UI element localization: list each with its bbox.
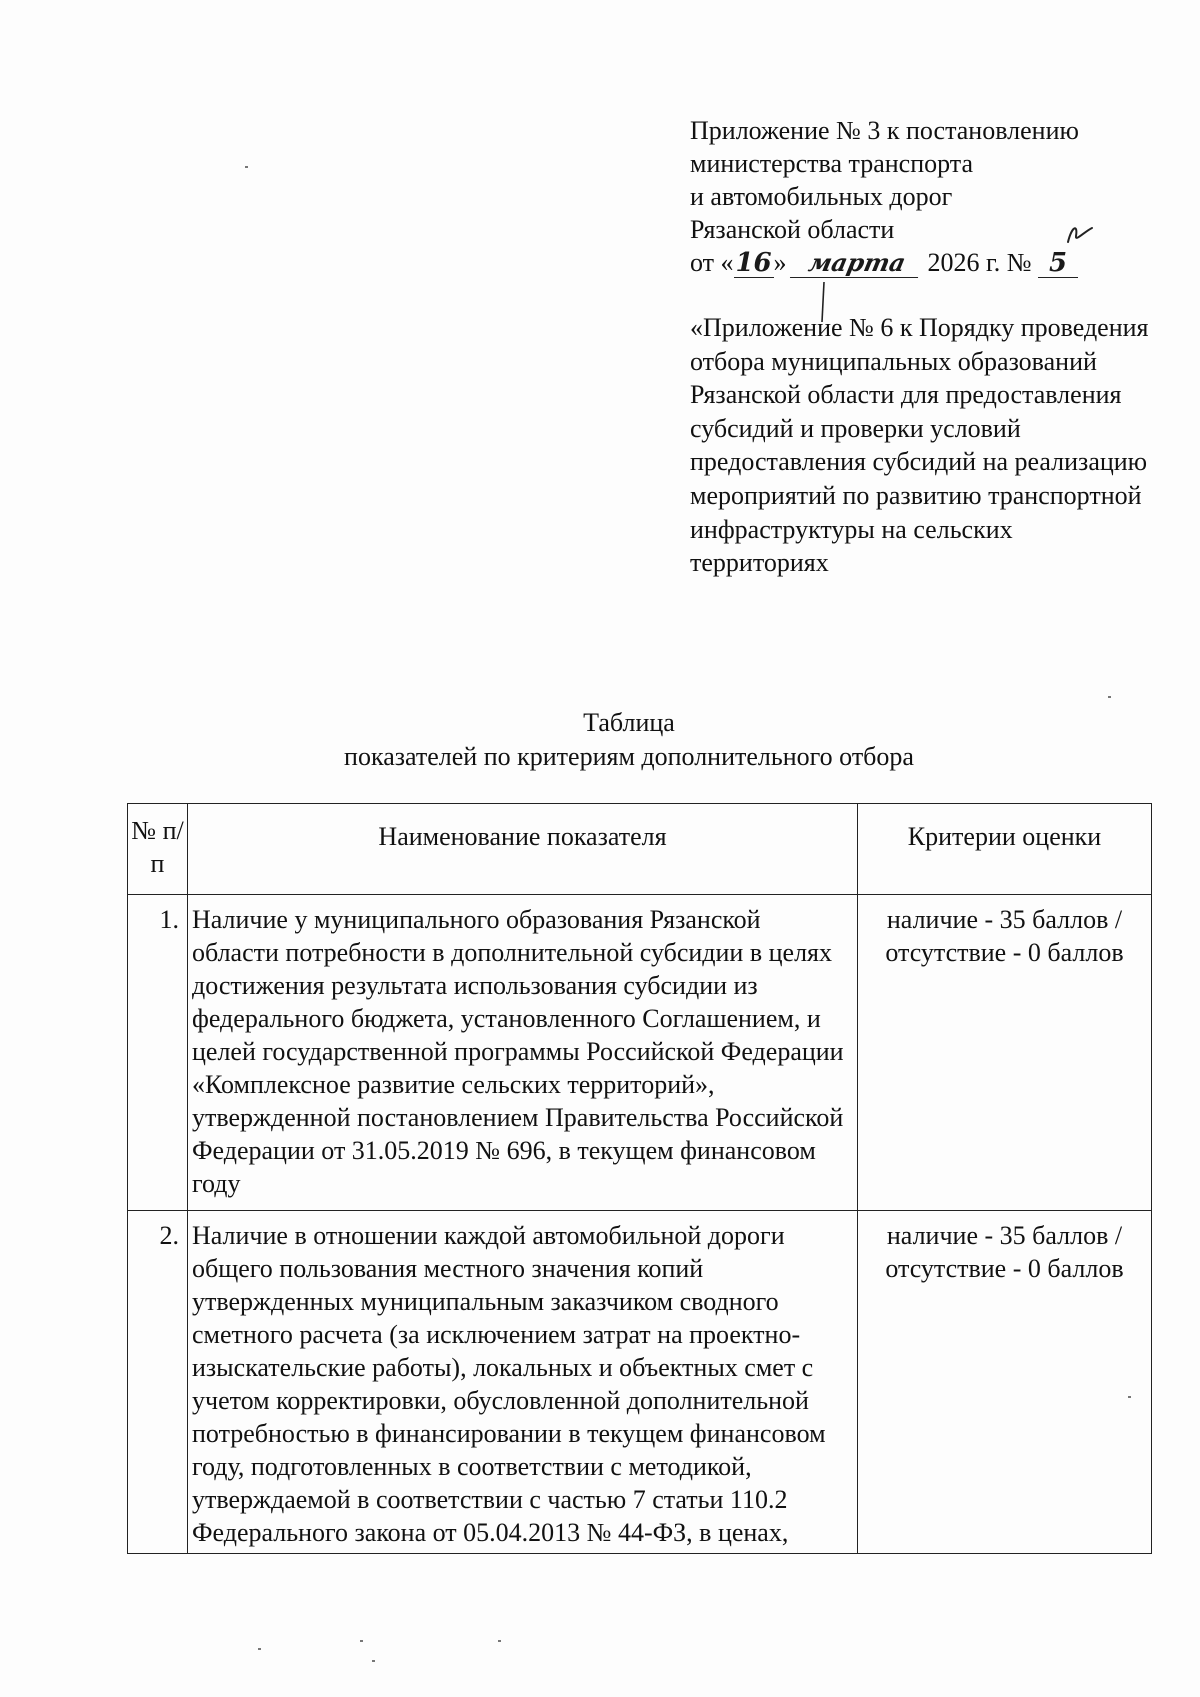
scan-speck	[1108, 696, 1111, 698]
table-title	[0, 706, 1200, 774]
table-row	[128, 895, 1152, 1211]
scan-speck	[245, 166, 248, 168]
header-line-4: Рязанской области	[690, 215, 895, 244]
row-num: 2.	[128, 1211, 188, 1554]
date-year: 2026 г. №	[927, 248, 1032, 277]
header-line-2: министерства транспорта	[690, 149, 973, 178]
handwritten-month: марта	[790, 249, 924, 278]
scan-speck	[498, 1640, 501, 1642]
table-row	[128, 1211, 1152, 1554]
header-num: № п/п	[128, 804, 188, 895]
indicators-table	[127, 803, 1152, 1554]
header-line-1: Приложение № 3 к постановлению	[690, 116, 1079, 145]
row-criteria: наличие - 35 баллов / отсутствие - 0 баллов	[858, 895, 1152, 1211]
table-header-row	[128, 804, 1152, 895]
indicators-table-wrapper	[127, 803, 1151, 1554]
row-num: 1.	[128, 895, 188, 1211]
header-name: Наименование показателя	[188, 804, 858, 895]
scan-speck	[372, 1660, 375, 1662]
handwritten-doc-number: 5	[1038, 249, 1078, 278]
header-criteria: Критерии оценки	[858, 804, 1152, 895]
row-indicator-name: Наличие в отношении каждой автомобильной дороги общего пользования местного значения копий утвержденных муниципальным заказчиком сводного сметного расчета (за исключением затрат на проектно-изыскательские работы), локальных и объектных смет с учетом корректировки, обусловленной дополнительной потребностью в финансировании в текущем финансовом году, подготовленных в соответствии с методикой, утверждаемой в соответствии с частью 7 статьи 110.2 Федерального закона от 05.04.2013 № 44-ФЗ, в ценах,	[188, 1211, 858, 1554]
date-prefix: от «	[690, 248, 734, 277]
row-criteria: наличие - 35 баллов / отсутствие - 0 баллов	[858, 1211, 1152, 1554]
scan-speck	[1128, 1396, 1131, 1398]
row-indicator-name: Наличие у муниципального образования Рязанской области потребности в дополнительной субсидии в целях достижения результата использования субсидии из федерального бюджета, установленного Соглашением, и целей государственной программы Российской Федерации «Комплексное развитие сельских территорий», утвержденной постановлением Правительства Российской Федерации от 31.05.2019 № 696, в текущем финансовом году	[188, 895, 858, 1211]
scan-speck	[258, 1648, 261, 1650]
scan-speck	[360, 1640, 363, 1642]
appendix-order-text: «Приложение № 6 к Порядку проведения отбора муниципальных образований Рязанской области для предоставления субсидий и проверки условий предоставления субсидий на реализацию мероприятий по развитию транспортной инфраструктуры на сельских территориях	[690, 313, 1149, 578]
appendix-header	[690, 114, 1150, 279]
signature-mark-icon	[1062, 222, 1096, 252]
header-line-3: и автомобильных дорог	[690, 182, 953, 211]
handwritten-day: 16	[735, 248, 772, 278]
table-title-line-2: показателей по критериям дополнительного отбора	[344, 742, 914, 771]
date-mid: »	[773, 248, 787, 277]
table-title-line-1: Таблица	[583, 708, 675, 737]
